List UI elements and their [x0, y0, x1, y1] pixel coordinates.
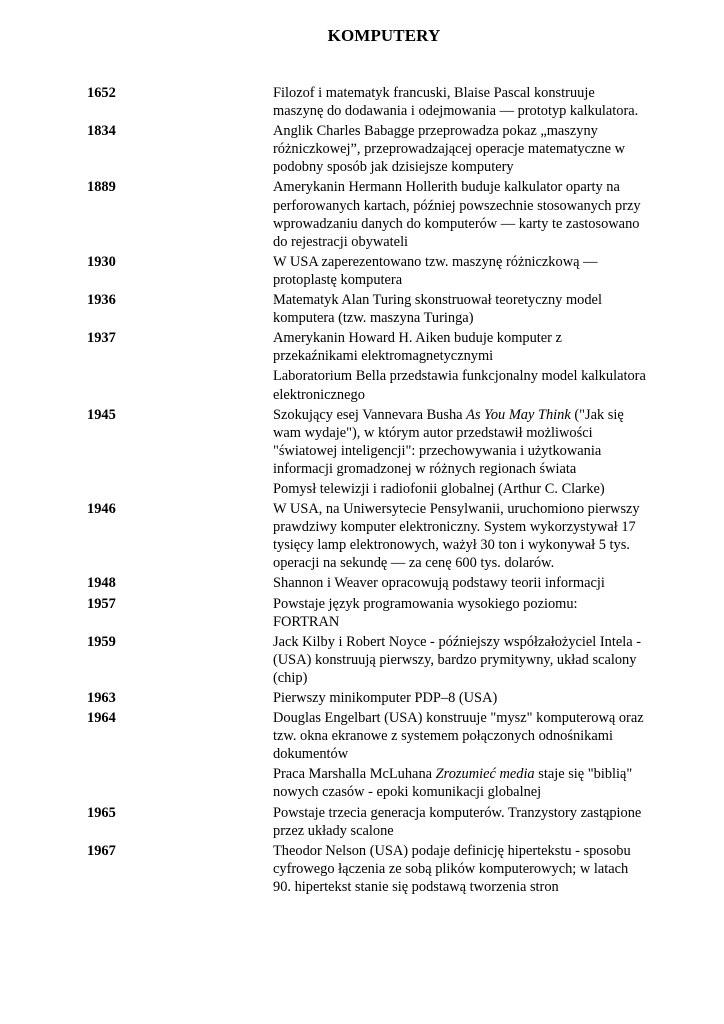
entry-text-segment: Pierwszy minikomputer PDP–8 (USA): [273, 690, 498, 706]
entry-text-segment: Jack Kilby i Robert Noyce - późniejszy współzałożyciel Intela - (USA) konstruują pierwszy, bardzo prymitywny, układ scalony (chip): [273, 633, 642, 686]
timeline-entry-text: [273, 84, 647, 120]
timeline-row: [87, 574, 647, 592]
entry-text-segment: W USA, na Uniwersytecie Pensylwanii, uruchomiono pierwszy prawdziwy komputer elektroniczny. System wykorzystywał 17 tysięcy lamp elektronowych, ważył 30 ton i wykonywał 5 tys. operacji na sekundę — za cenę 600 tys. dolarów.: [273, 501, 640, 572]
timeline-year: 1652: [87, 85, 116, 101]
entry-text-segment: Theodor Nelson (USA) podaje definicję hipertekstu - sposobu cyfrowego łączenia ze sobą plików komputerowych; w latach 90. hipertekst stanie się podstawą tworzenia stron: [273, 842, 631, 895]
timeline-entry-text: [273, 480, 647, 498]
timeline-row: [87, 253, 647, 289]
timeline-entries: [273, 689, 647, 707]
entry-text-segment: Douglas Engelbart (USA) konstruuje "mysz" komputerową oraz tzw. okna ekranowe z systemem połączonych odnośnikami dokumentów: [273, 710, 644, 763]
entry-text-segment: Powstaje trzecia generacja komputerów. Tranzystory zastąpione przez układy scalone: [273, 804, 642, 839]
timeline-row: [87, 122, 647, 176]
timeline-entries: [273, 574, 647, 592]
timeline-row: [87, 689, 647, 707]
timeline-year: 1964: [87, 710, 116, 727]
timeline-year: 1945: [87, 406, 116, 423]
timeline-list: [87, 84, 647, 896]
entry-text-segment: Laboratorium Bella przedstawia funkcjonalny model kalkulatora elektronicznego: [273, 368, 646, 403]
timeline-row: [87, 500, 647, 572]
timeline-row: [87, 804, 647, 840]
timeline-entry-text: [273, 689, 647, 707]
timeline-year: 1959: [87, 633, 116, 650]
timeline-entry-text: [273, 122, 647, 176]
page-title: KOMPUTERY: [327, 26, 441, 45]
timeline-entry-text: [273, 804, 647, 840]
timeline-row: [87, 709, 647, 801]
timeline-year: 1965: [87, 804, 116, 821]
timeline-row: [87, 633, 647, 687]
timeline-row: [87, 842, 647, 896]
entry-text-segment: Amerykanin Hermann Hollerith buduje kalkulator oparty na perforowanych kartach, później powszechnie stosowanych przy wprowadzaniu danych do komputerów — karty te zastosowano do rejestracji obywateli: [273, 179, 641, 250]
entry-text-segment: Shannon i Weaver opracowują podstawy teorii informacji: [273, 575, 605, 592]
entry-text-segment: Pomysł telewizji i radiofonii globalnej (Arthur C. Clarke): [273, 480, 605, 497]
entry-text-segment: W USA zaperezentowano tzw. maszynę różniczkową — protoplastę komputera: [273, 253, 598, 288]
italic-title-text: Zrozumieć media: [435, 766, 535, 783]
timeline-entries: [273, 633, 647, 687]
timeline-entries: [273, 842, 647, 896]
timeline-entry-text: [273, 253, 647, 289]
entry-text-segment: Amerykanin Howard H. Aiken buduje komputer z przekaźnikami elektromagnetycznymi: [273, 330, 562, 365]
entry-text-segment: Szokujący esej Vannevara Busha: [273, 406, 467, 423]
timeline-row: [87, 406, 647, 498]
italic-title-text: As You May Think: [466, 406, 571, 423]
timeline-year: 1946: [87, 501, 116, 518]
timeline-entries: [273, 122, 647, 176]
timeline-entry-text: [273, 500, 647, 572]
timeline-entry-text: [273, 291, 647, 327]
timeline-entries: [273, 291, 647, 327]
timeline-year: 1930: [87, 253, 116, 270]
entry-text-segment: Praca Marshalla McLuhana: [273, 766, 436, 783]
timeline-year: 1936: [87, 292, 116, 309]
timeline-year: 1967: [87, 842, 116, 859]
timeline-year: 1948: [87, 575, 116, 592]
entry-text-segment: Anglik Charles Babagge przeprowadza pokaz „maszyny różniczkowej”, przeprowadzającej operacje matematyczne w podobny sposób jak dzisiejsze komputery: [273, 123, 625, 176]
timeline-entry-text: [273, 574, 647, 592]
timeline-row: [87, 178, 647, 250]
timeline-row: [87, 291, 647, 327]
timeline-entry-text: [273, 178, 647, 250]
entry-text-segment: staje się "biblią" nowych czasów - epoki komunikacji globalnej: [273, 766, 633, 801]
entry-text-segment: Powstaje język programowania wysokiego poziomu: FORTRAN: [273, 595, 578, 630]
timeline-year: 1834: [87, 123, 116, 140]
timeline-entries: [273, 406, 647, 498]
timeline-row: [87, 329, 647, 403]
timeline-entry-text: [273, 329, 647, 365]
timeline-entry-text: [273, 842, 647, 896]
entry-text-segment: Filozof i matematyk francuski, Blaise Pascal konstruuje maszynę do dodawania i odejmowania — prototyp kalkulatora.: [273, 85, 639, 120]
timeline-entries: [273, 709, 647, 801]
timeline-entries: [273, 178, 647, 250]
timeline-year: 1937: [87, 330, 116, 347]
timeline-entries: [273, 500, 647, 572]
entry-text-segment: ("Jak się wam wydaje"), w którym autor przedstawił możliwości "światowej inteligencji": przechowywania i użytkowania informacji gromadzonej w różnych regionach świata: [273, 406, 624, 477]
timeline-entry-text: [273, 633, 647, 687]
timeline-entry-text: [273, 765, 647, 801]
timeline-entries: [273, 253, 647, 289]
timeline-year: 1957: [87, 595, 116, 612]
timeline-entry-text: [273, 595, 647, 631]
timeline-entries: [273, 595, 647, 631]
timeline-entries: [273, 329, 647, 403]
timeline-entries: [273, 804, 647, 840]
entry-text-segment: Matematyk Alan Turing skonstruował teoretyczny model komputera (tzw. maszyna Turinga): [273, 292, 602, 327]
timeline-entry-text: [273, 367, 647, 403]
timeline-year: 1889: [87, 179, 116, 196]
timeline-entry-text: [273, 406, 647, 478]
timeline-year: 1963: [87, 690, 116, 706]
timeline-entries: [273, 84, 647, 120]
timeline-row: [87, 84, 647, 120]
timeline-row: [87, 595, 647, 631]
timeline-entry-text: [273, 709, 647, 763]
